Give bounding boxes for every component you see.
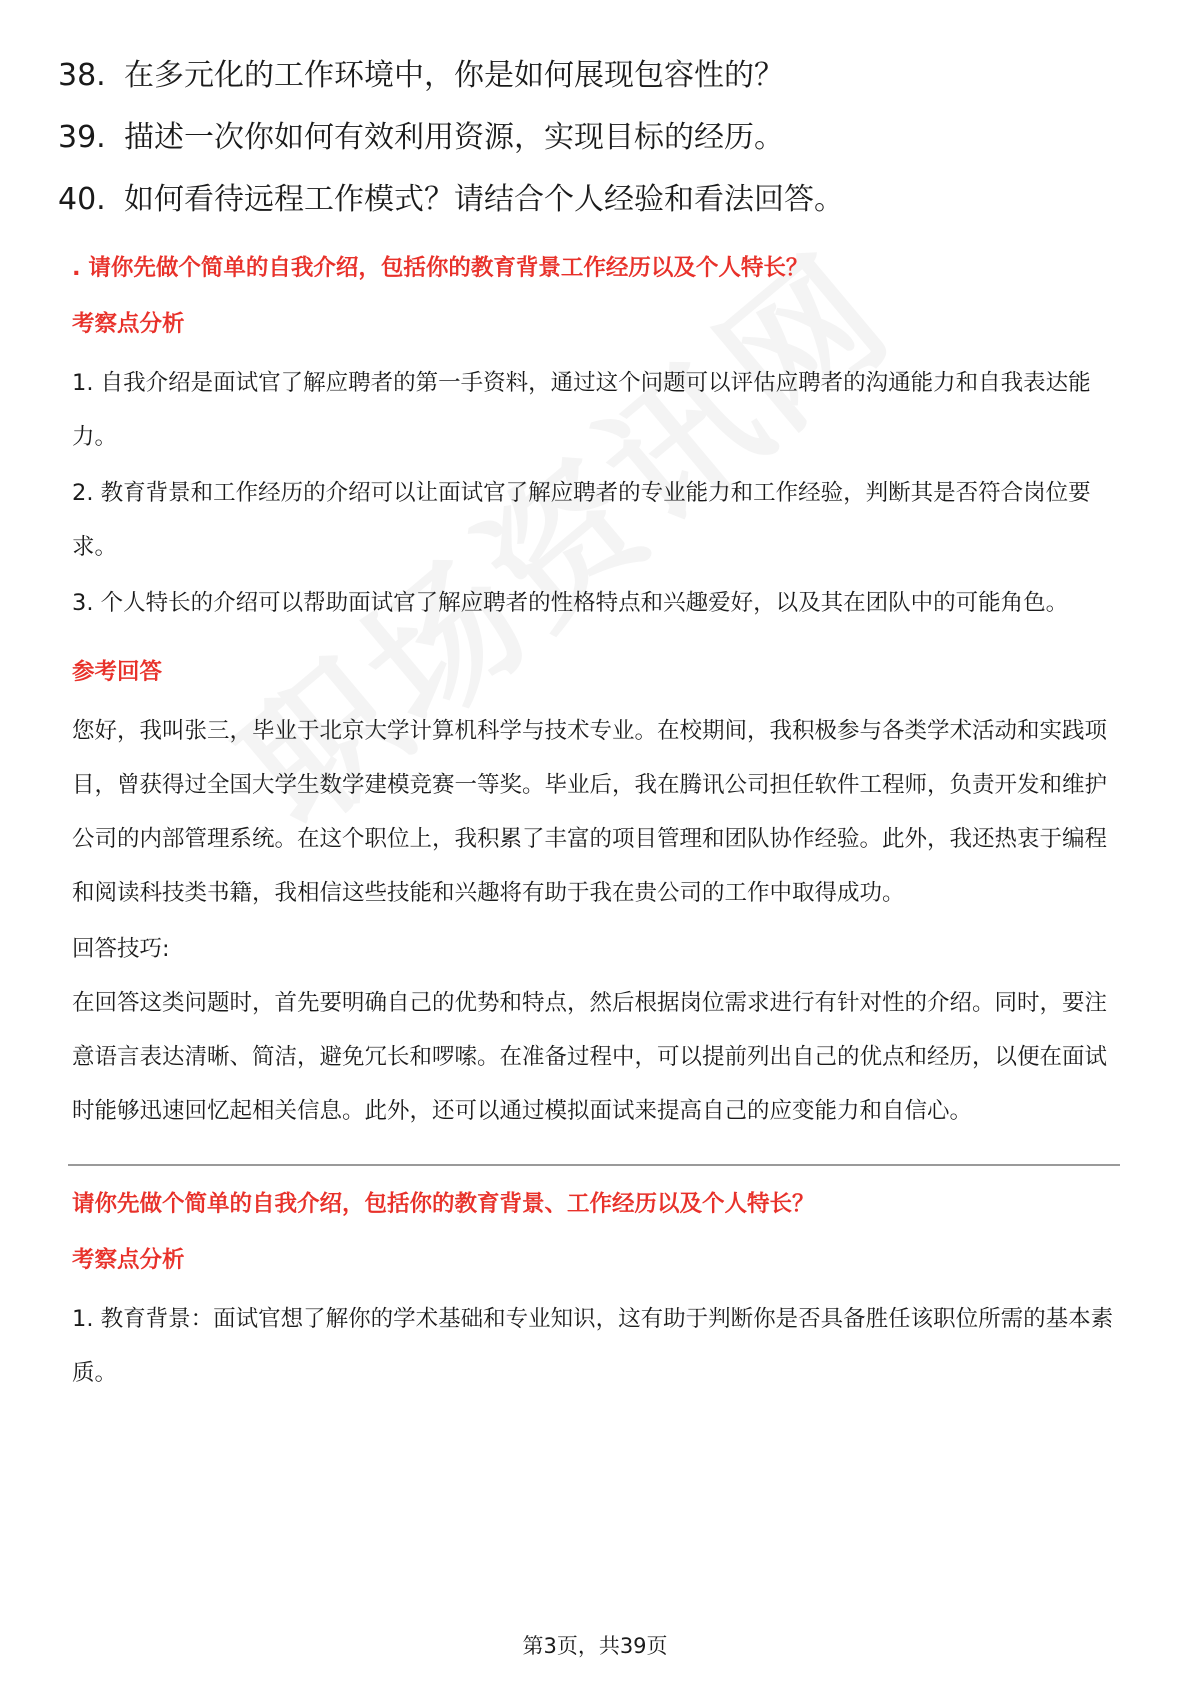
question-list bbox=[58, 52, 1138, 238]
question-number: 38. bbox=[58, 58, 106, 93]
analysis-point: 1. 自我介绍是面试官了解应聘者的第一手资料，通过这个问题可以评估应聘者的沟通能力和自我表达能力。 bbox=[72, 370, 1091, 450]
analysis-point: 1. 教育背景：面试官想了解你的学术基础和专业知识，这有助于判断你是否具备胜任该职位所需的基本素质。 bbox=[72, 1306, 1114, 1386]
section2-analysis-heading: 考察点分析 bbox=[72, 1247, 185, 1273]
section2-title: 请你先做个简单的自我介绍，包括你的教育背景、工作经历以及个人特长？ bbox=[72, 1191, 815, 1217]
question-item bbox=[58, 114, 1138, 176]
tips-text: 在回答这类问题时，首先要明确自己的优势和特点，然后根据岗位需求进行有针对性的介绍。同时，要注意语言表达清晰、简洁，避免冗长和啰嗦。在准备过程中，可以提前列出自己的优点和经历，以便在面试时能够迅速回忆起相关信息。此外，还可以通过模拟面试来提高自己的应变能力和自信心。 bbox=[72, 990, 1108, 1124]
section-divider bbox=[68, 1164, 1120, 1166]
section1-answer-heading: 参考回答 bbox=[72, 659, 163, 685]
analysis-point: 2. 教育背景和工作经历的介绍可以让面试官了解应聘者的专业能力和工作经验，判断其是否符合岗位要求。 bbox=[72, 480, 1091, 560]
section1-title: . 请你先做个简单的自我介绍，包括你的教育背景工作经历以及个人特长？ bbox=[72, 255, 809, 281]
tips-label: 回答技巧: bbox=[72, 936, 170, 962]
question-item bbox=[58, 52, 1138, 114]
question-item bbox=[58, 176, 1138, 238]
question-text: 在多元化的工作环境中，你是如何展现包容性的？ bbox=[124, 58, 784, 93]
main-content bbox=[72, 248, 1120, 1402]
question-text: 描述一次你如何有效利用资源，实现目标的经历。 bbox=[124, 120, 784, 155]
analysis-point: 3. 个人特长的介绍可以帮助面试官了解应聘者的性格特点和兴趣爱好，以及其在团队中的可能角色。 bbox=[72, 590, 1069, 616]
page-number: 第3页，共39页 bbox=[522, 1634, 668, 1658]
question-number: 39. bbox=[58, 120, 106, 155]
question-number: 40. bbox=[58, 182, 106, 217]
section1-analysis-heading: 考察点分析 bbox=[72, 311, 185, 337]
reference-answer: 您好，我叫张三，毕业于北京大学计算机科学与技术专业。在校期间，我积极参与各类学术活动和实践项目，曾获得过全国大学生数学建模竞赛一等奖。毕业后，我在腾讯公司担任软件工程师，负责开发和维护公司的内部管理系统。在这个职位上，我积累了丰富的项目管理和团队协作经验。此外，我还热衷于编程和阅读科技类书籍，我相信这些技能和兴趣将有助于我在贵公司的工作中取得成功。 bbox=[72, 718, 1108, 906]
question-text: 如何看待远程工作模式？请结合个人经验和看法回答。 bbox=[124, 182, 844, 217]
